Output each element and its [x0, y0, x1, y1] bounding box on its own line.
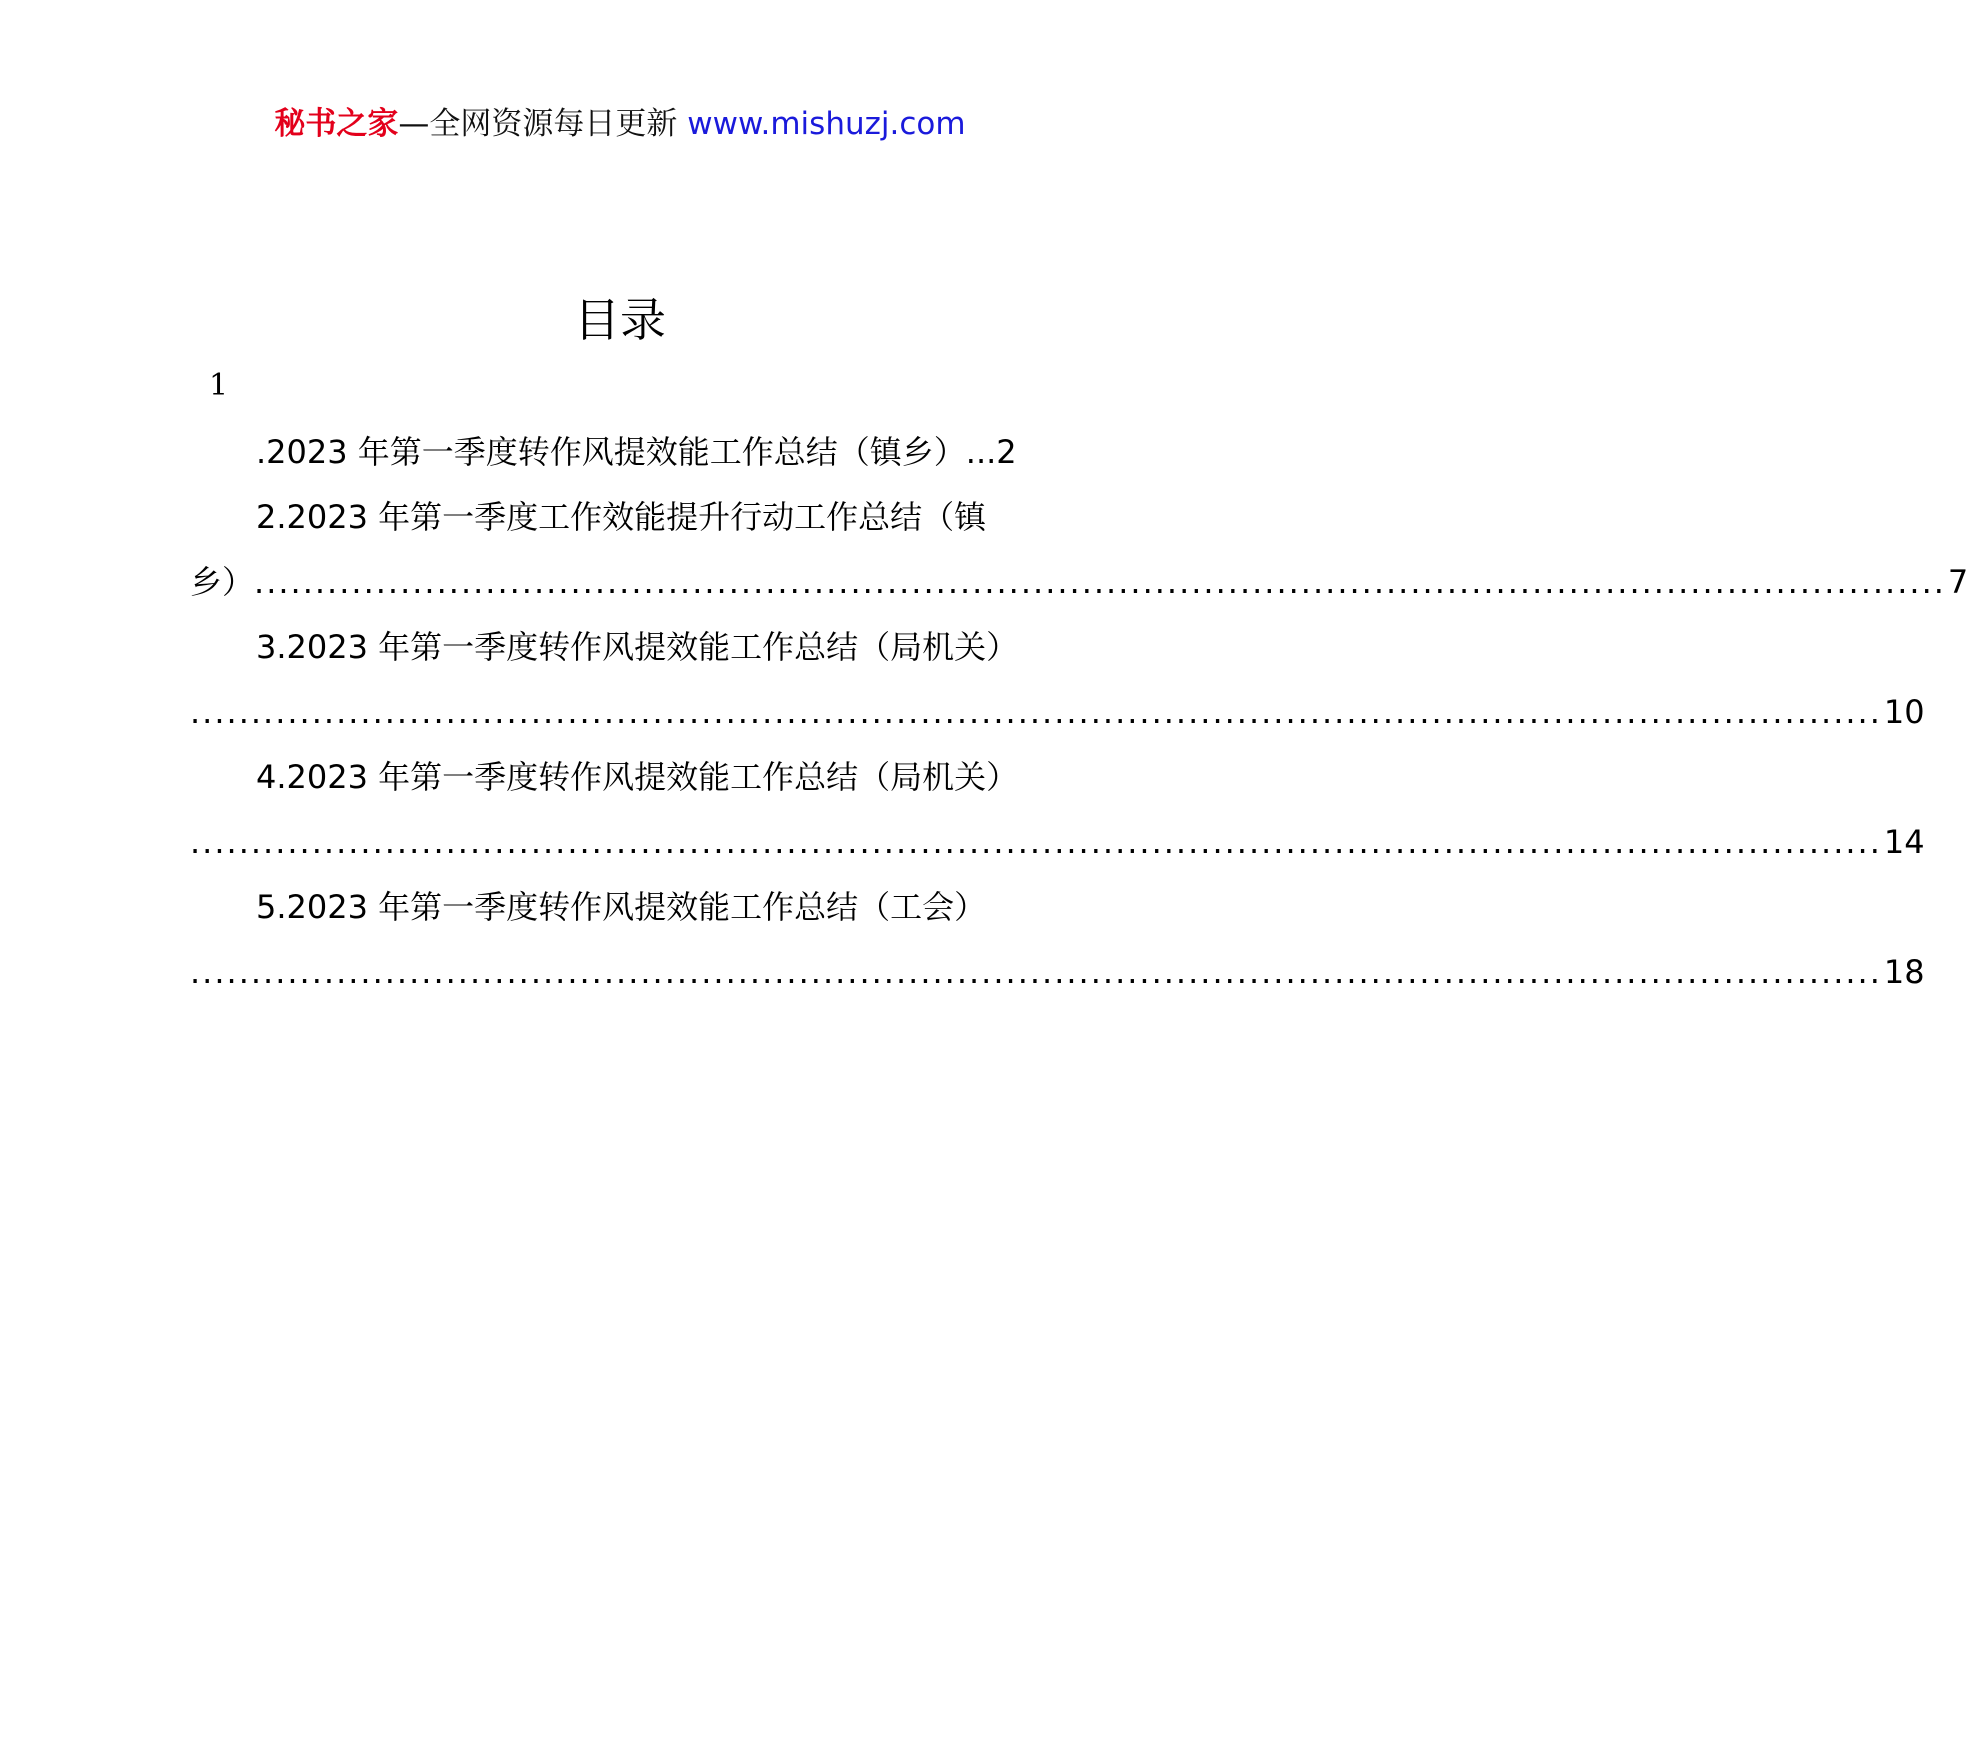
stray-number: 1	[209, 368, 229, 403]
toc-entry-text: 5.2023 年第一季度转作风提效能工作总结（工会）	[256, 888, 987, 926]
toc-entry-1[interactable]	[190, 420, 1050, 485]
site-url-link[interactable]: www.mishuzj.com	[687, 106, 966, 142]
toc-entry-text: 乡）	[190, 563, 255, 601]
dot-leader: ...........................................................................................................................................	[190, 693, 1882, 731]
toc-entry-2-continuation[interactable]	[190, 550, 1968, 615]
toc-entry-text: .2023 年第一季度转作风提效能工作总结（镇乡）...2	[256, 433, 1017, 471]
toc-entry-5[interactable]	[190, 875, 1050, 940]
page-number: 10	[1883, 693, 1925, 731]
toc-entry-3-continuation[interactable]	[190, 680, 1925, 745]
site-header	[0, 100, 1240, 148]
toc-entry-4-continuation[interactable]	[190, 810, 1925, 875]
dot-leader: ...........................................................................................................................................	[190, 953, 1882, 991]
dot-leader: ...........................................................................................................................................	[254, 563, 1946, 601]
header-tagline: —全网资源每日更新	[398, 106, 678, 142]
toc-entry-3[interactable]	[190, 615, 1050, 680]
toc-entry-2[interactable]	[190, 485, 1050, 550]
toc-entry-4[interactable]	[190, 745, 1050, 810]
page-title: 目录	[574, 293, 666, 347]
page-number: 14	[1883, 823, 1925, 861]
page-number: 18	[1883, 953, 1925, 991]
page-number: 7	[1947, 563, 1968, 601]
dot-leader: ...........................................................................................................................................	[190, 823, 1882, 861]
table-of-contents	[190, 420, 1968, 1005]
brand-name: 秘书之家	[274, 106, 399, 142]
toc-entry-5-continuation[interactable]	[190, 940, 1925, 1005]
toc-entry-text: 2.2023 年第一季度工作效能提升行动工作总结（镇	[256, 498, 987, 536]
toc-entry-text: 4.2023 年第一季度转作风提效能工作总结（局机关）	[256, 758, 1019, 796]
toc-entry-text: 3.2023 年第一季度转作风提效能工作总结（局机关）	[256, 628, 1019, 666]
